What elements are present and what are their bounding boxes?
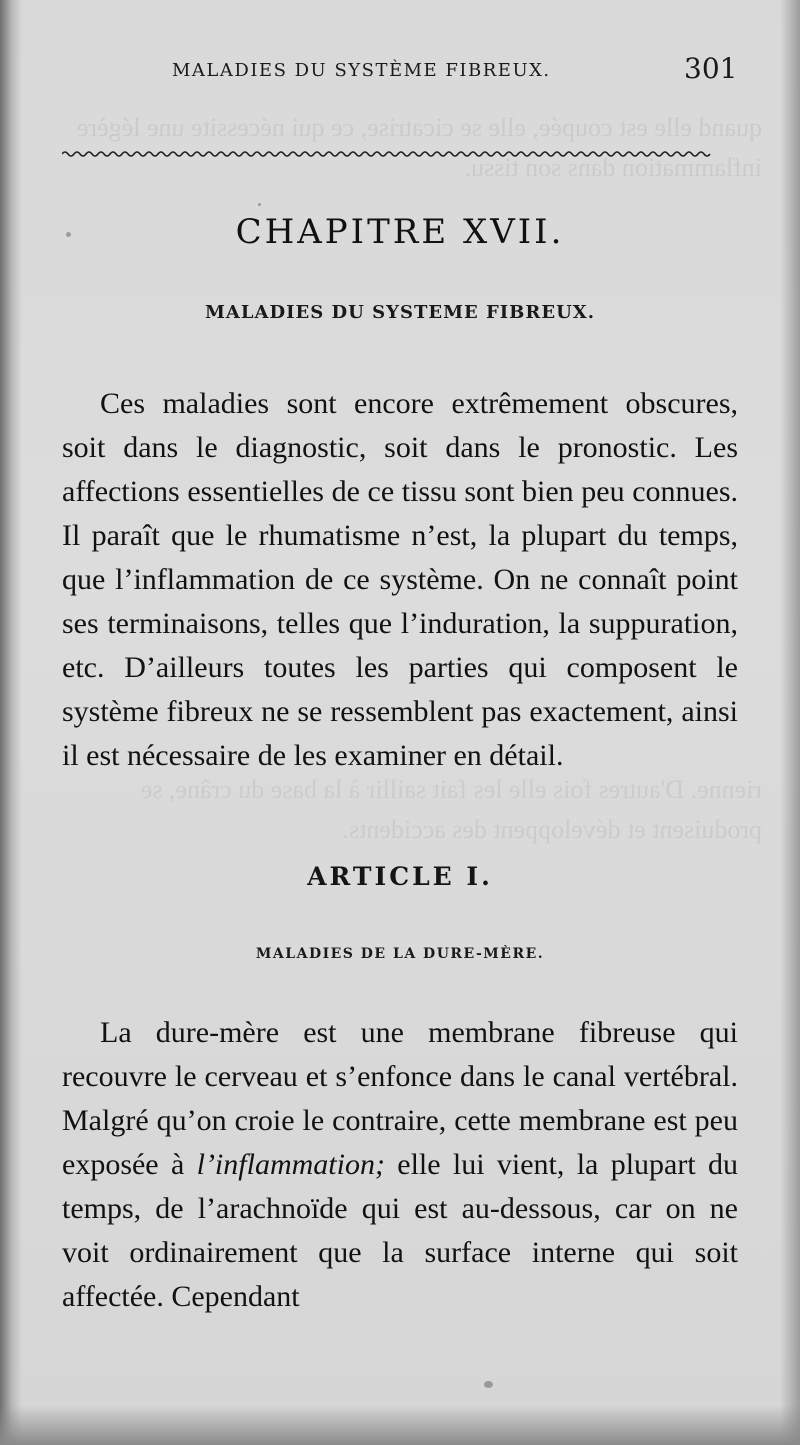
article-paragraph (62, 1011, 738, 1319)
intro-paragraph (62, 382, 738, 778)
paragraph-text-segment: elle lui vient, la plupart du temps, de l’arachnoïde qui est au-dessous, car on ne voit ordinairement que la surface interne qui soit affectée. Cependant (62, 1148, 738, 1313)
ornamental-rule (62, 150, 712, 158)
intro-paragraph-text: Ces maladies sont encore extrêmement obscures, soit dans le diagnostic, soit dans le pronostic. Les affections essentielles de ce tissu sont bien peu connues. Il paraît que le rhumatisme n’est, la plupart du temps, que l’inflammation de ce système. On ne connaît point ses terminaisons, telles que l’induration, la suppuration, etc. D’ailleurs toutes les parties qui composent le système fibreux ne se ressemblent pas exactement, ainsi il est nécessaire de les examiner en détail. (62, 387, 738, 772)
article-subtitle: MALADIES DE LA DURE-MÈRE. (255, 946, 545, 962)
running-head: MALADIES DU SYSTÈME FIBREUX. (172, 60, 551, 81)
page-number: 301 (684, 52, 738, 85)
chapter-title: CHAPITRE XVII. (235, 212, 565, 252)
paper-speck (66, 232, 71, 237)
paper-speck (484, 1381, 493, 1388)
italic-term: l’inflammation; (196, 1148, 385, 1181)
paper-speck (258, 203, 261, 206)
article-paragraph-text (62, 1011, 738, 1319)
article-title: ARTICLE I. (307, 862, 493, 891)
page-bottom-shadow (0, 1405, 800, 1445)
show-through-text: quand elle est coupée, elle se cicatrise, ce qui nécessite une légère inflammation dans son tissu. (76, 113, 762, 182)
chapter-subtitle: MALADIES DU SYSTEME FIBREUX. (205, 302, 595, 323)
paragraph-text-segment: La dure-mère est une membrane fibreuse qui recouvre le cerveau et s’enfonce dans le canal vertébral. Malgré qu’on croie le contraire, cette membrane est peu exposée à (62, 1016, 738, 1181)
show-through-text: rienne. D'autres fois elle les fait saillir à la base du crâne, se produisent et développent des accidents. (140, 775, 762, 844)
